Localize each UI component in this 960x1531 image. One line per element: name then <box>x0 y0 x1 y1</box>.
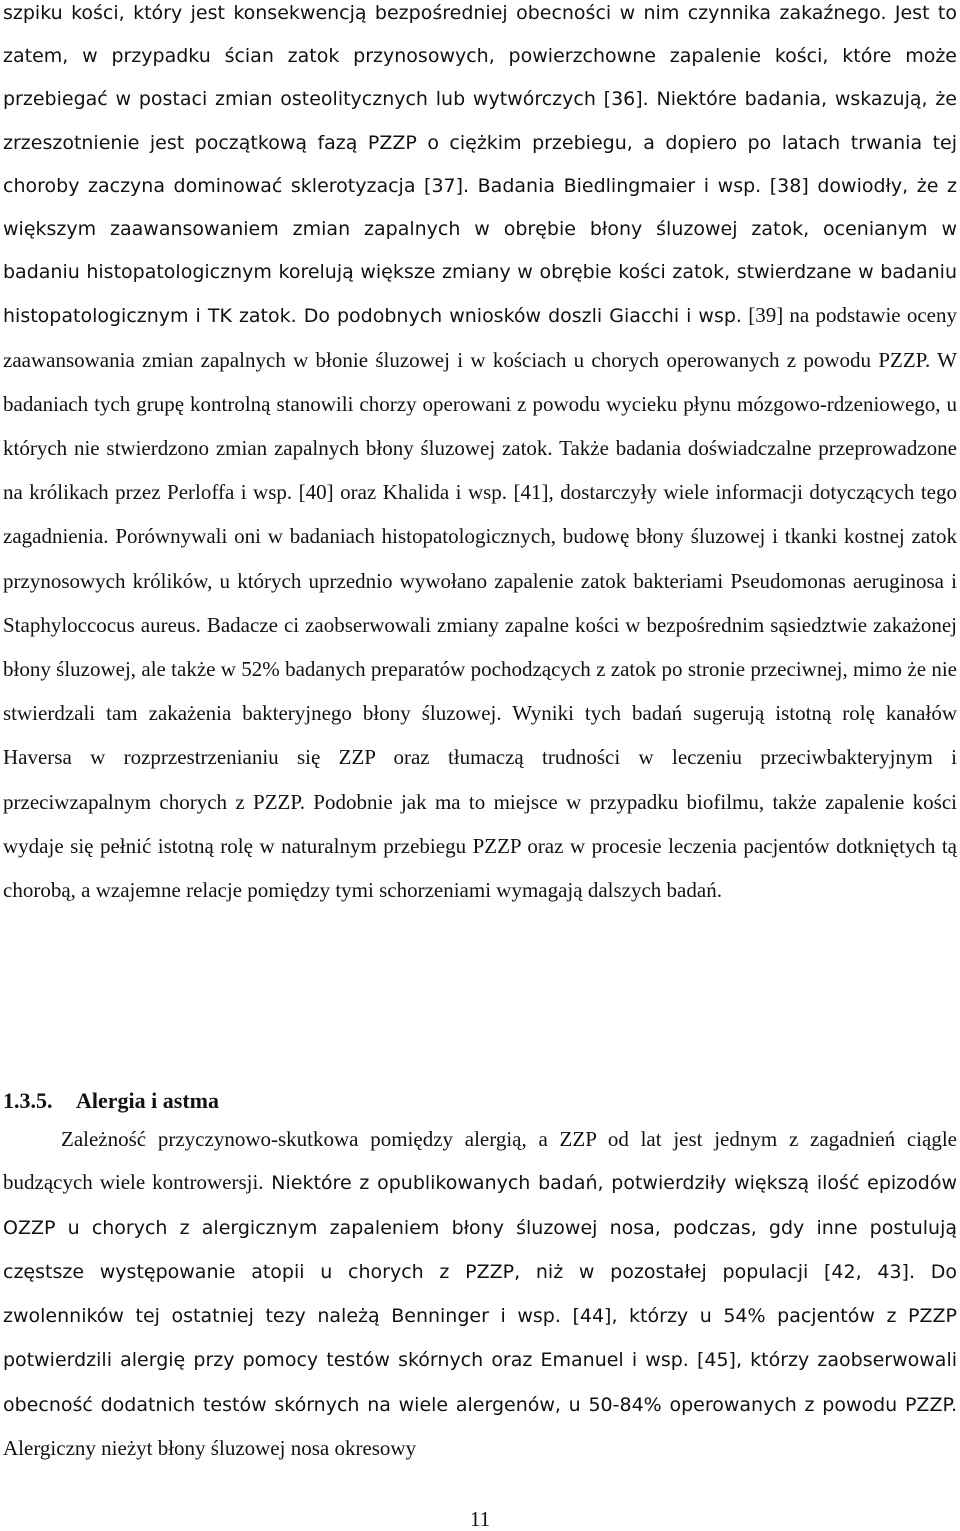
paragraph-1-text: szpiku kości, który jest konsekwencją bezpośredniej obecności w nim czynnika zakaźnego. Jest to zatem, w przypadku ścian zatok przynosowych, powierzchowne zapalenie kości, które może przebiegać w postaci zmian osteolitycznych lub wytwórczych [36]. Niektóre badania, wskazują, że zrzeszotnienie jest początkową fazą PZZP o ciężkim przebiegu, a dopiero po latach trwania tej choroby zaczyna dominować sklerotyzacja [37]. Badania Biedlingmaier i wsp. [38] dowiodły, że z większym zaawansowaniem zmian zapalnych w obrębie błony śluzowej zatok, ocenianym w badaniu histopatologicznym korelują większe zmiany w obrębie kości zatok, stwierdzane w badaniu histopatologicznym i TK zatok. Do podobnych wniosków doszli Giacchi i wsp. <box>3 2 957 328</box>
paragraph-1-text-continued: [39] na podstawie oceny zaawansowania zmian zapalnych w błonie śluzowej i w kościach u chorych operowanych z powodu PZZP. W badaniach tych grupę kontrolną stanowili chorzy operowani z powodu wycieku płynu mózgowo-rdzeniowego, u których nie stwierdzono zmian zapalnych błony śluzowej zatok. Także badania doświadczalne przeprowadzone na królikach przez Perloffa i wsp. [40] oraz Khalida i wsp. [41], dostarczyły wiele informacji dotyczących tego zagadnienia. Porównywali oni w badaniach histopatologicznych, budowę błony śluzowej i tkanki kostnej zatok przynosowych królików, u których uprzednio wywołano zapalenie zatok bakteriami Pseudomonas aeruginosa i Staphyloccocus aureus. Badacze ci zaobserwowali zmiany zapalne kości w bezpośrednim sąsiedztwie zakażonej błony śluzowej, ale także w 52% badanych preparatów pochodzących z zatok po stronie przeciwnej, mimo że nie stwierdzali tam zakażenia bakteryjnego błony śluzowej. Wyniki tych badań sugerują istotną rolę kanałów Haversa w rozprzestrzenianiu się ZZP oraz tłumaczą trudności w leczeniu przeciwbakteryjnym i przeciwzapalnym chorych z PZZP. Podobnie jak ma to miejsce w przypadku biofilmu, także zapalenie kości wydaje się pełnić istotną rolę w naturalnym przebiegu PZZP oraz w procesie leczenia pacjentów dotkniętych tą chorobą, a wzajemne relacje pomiędzy tymi schorzeniami wymagają dalszych badań. <box>3 303 957 903</box>
paragraph-2-text-tail: Alergiczny nieżyt błony śluzowej nosa okresowy <box>3 1436 417 1461</box>
page-number: 11 <box>469 1507 491 1531</box>
section-title: Alergia i astma <box>76 1088 219 1113</box>
body-paragraph-2 <box>3 1118 957 1470</box>
paragraph-2-text-continued: Niektóre z opublikowanych badań, potwierdziły większą ilość epizodów OZZP u chorych z alergicznym zapaleniem błony śluzowej nosa, podczas, gdy inne postulują częstsze występowanie atopii u chorych z PZZP, niż w pozostałej populacji [42, 43]. Do zwolenników tej ostatniej tezy należą Benninger i wsp. [44], którzy u 54% pacjentów z PZZP potwierdzili alergię przy pomocy testów skórnych oraz Emanuel i wsp. [45], którzy zaobserwowali obecność dodatnich testów skórnych na wiele alergenów, u 50-84% operowanych z powodu PZZP. <box>3 1172 957 1416</box>
body-paragraph-1 <box>3 0 957 913</box>
section-heading <box>3 1086 603 1116</box>
section-number: 1.3.5. <box>3 1088 53 1113</box>
paragraph-2-text: Zależność przyczynowo-skutkowa pomiędzy alergią, a ZZP od lat jest jednym z zagadnień ciągle budzących wiele kontrowersji. <box>3 1127 957 1195</box>
